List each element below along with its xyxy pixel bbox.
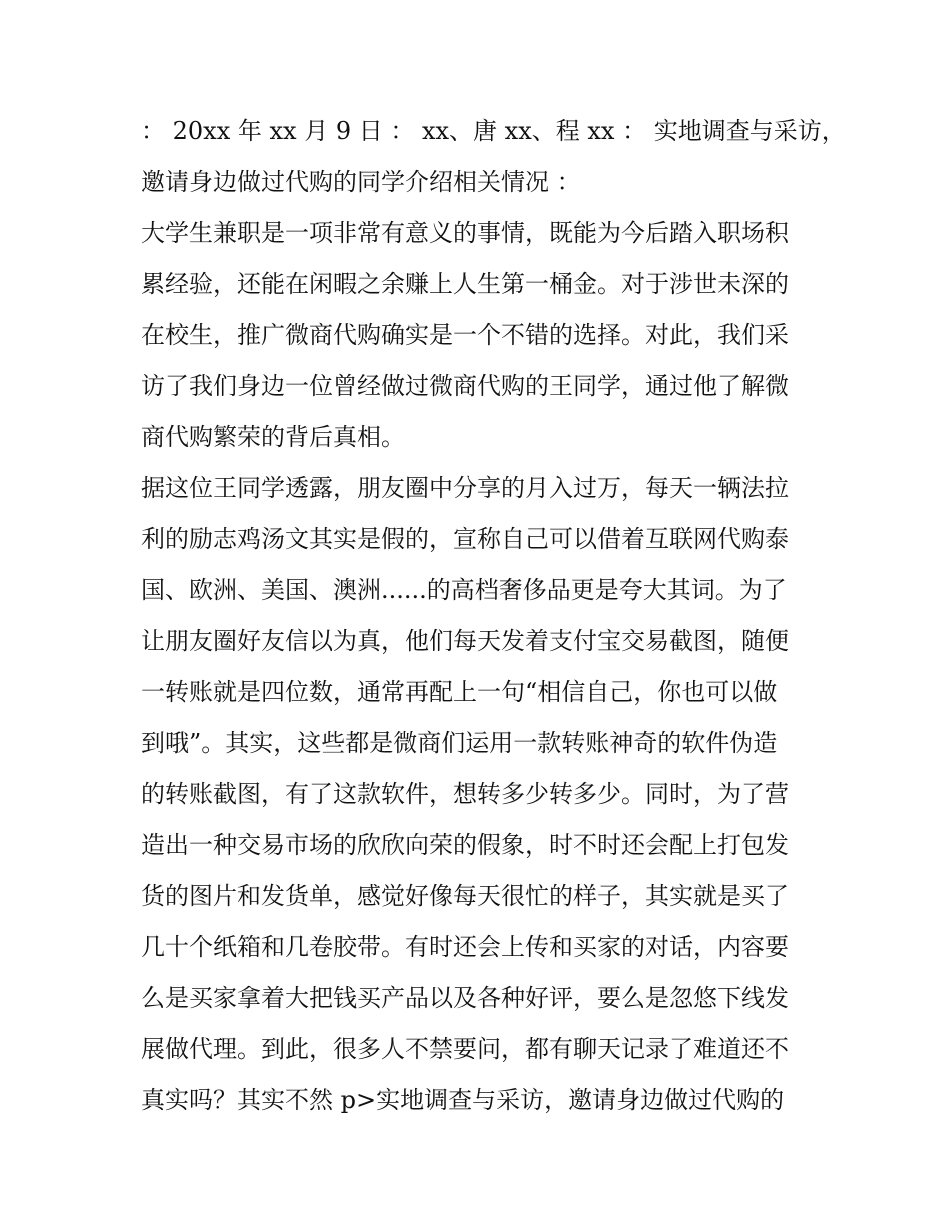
text-line: 展做代理。到此，很多人不禁要问，都有聊天记录了难道还不: [141, 1035, 789, 1063]
text-line: 的转账截图，有了这款软件，想转多少转多少。同时，为了营: [141, 780, 789, 808]
text-line: 造出一种交易市场的欣欣向荣的假象，时不时还会配上打包发: [141, 831, 789, 859]
text-line: 么是买家拿着大把钱买产品以及各种好评，要么是忽悠下线发: [141, 984, 789, 1012]
text-line: 真实吗？其实不然 p>实地调查与采访，邀请身边做过代购的: [141, 1086, 785, 1114]
text-line: 商代购繁荣的背后真相。: [141, 423, 405, 451]
text-line: 几十个纸箱和几卷胶带。有时还会上传和买家的对话，内容要: [141, 933, 789, 961]
text-line: 国、欧洲、美国、澳洲......的高档奢侈品更是夸大其词。为了: [141, 576, 787, 604]
document-body: [141, 106, 846, 1126]
text-line: 累经验，还能在闲暇之余赚上人生第一桶金。对于涉世未深的: [141, 270, 789, 298]
text-line: 邀请身边做过代购的同学介绍相关情况 ：: [141, 168, 581, 196]
text-line: 在校生，推广微商代购确实是一个不错的选择。对此，我们采: [141, 321, 789, 349]
text-line: 到哦”。其实，这些都是微商们运用一款转账神奇的软件伪造: [141, 729, 778, 757]
text-line: ： 20xx 年 xx 月 9 日 ： xx、唐 xx、程 xx ： 实地调查与采访，: [141, 117, 846, 145]
text-line: 大学生兼职是一项非常有意义的事情，既能为今后踏入职场积: [141, 219, 789, 247]
text-line: 让朋友圈好友信以为真，他们每天发着支付宝交易截图，随便: [141, 627, 789, 655]
text-line: 一转账就是四位数，通常再配上一句“相信自己，你也可以做: [141, 678, 778, 706]
text-line: 访了我们身边一位曾经做过微商代购的王同学，通过他了解微: [141, 372, 789, 400]
text-line: 利的励志鸡汤文其实是假的，宣称自己可以借着互联网代购泰: [141, 525, 789, 553]
text-line: 据这位王同学透露，朋友圈中分享的月入过万，每天一辆法拉: [141, 474, 789, 502]
text-line: 货的图片和发货单，感觉好像每天很忙的样子，其实就是买了: [141, 882, 789, 910]
